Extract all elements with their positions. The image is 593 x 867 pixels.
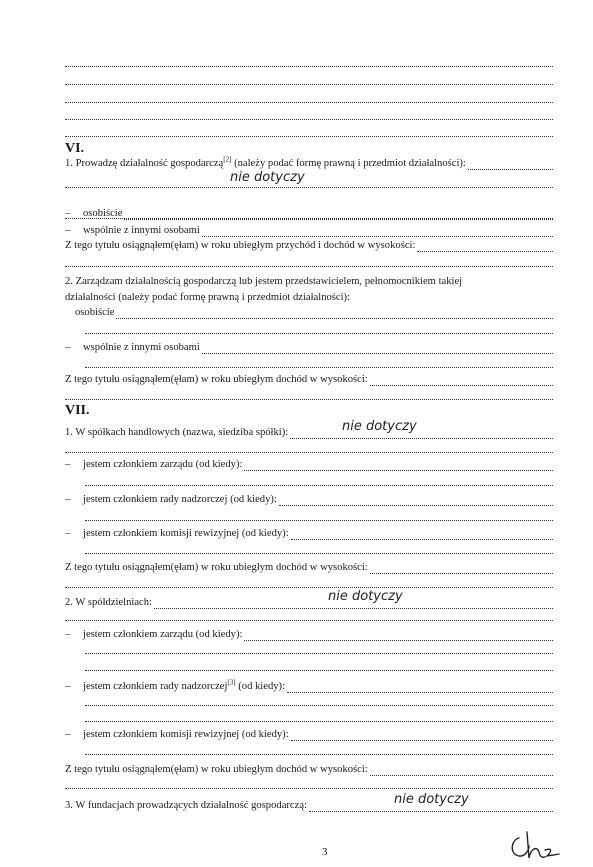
fill-line — [287, 683, 553, 693]
fill-line — [468, 160, 553, 170]
signature — [505, 828, 565, 862]
section-heading: VII. — [65, 403, 90, 418]
dash: – — [65, 528, 71, 539]
form-row — [65, 494, 553, 506]
item-label: osobiście — [75, 307, 115, 318]
dash: – — [65, 459, 71, 470]
fill-line — [202, 344, 553, 354]
form-row — [65, 629, 553, 641]
blank-line — [65, 187, 553, 188]
form-row — [65, 342, 553, 354]
form-row — [65, 597, 553, 609]
form-row — [75, 307, 553, 319]
blank-line — [85, 553, 553, 554]
blank-line — [65, 587, 553, 588]
blank-line — [65, 218, 553, 219]
fill-line — [291, 731, 553, 741]
item-label: jestem członkiem komisji rewizyjnej (od kiedy): — [83, 729, 289, 740]
footnote-marker: [2] — [223, 155, 232, 164]
blank-line — [65, 119, 553, 120]
blank-line — [85, 333, 553, 334]
item-label: 2. W spółdzielniach: — [65, 597, 152, 608]
item-label: jestem członkiem rady nadzorczej — [83, 681, 228, 692]
dash: – — [65, 681, 71, 692]
form-row — [65, 155, 553, 170]
form-row — [65, 764, 553, 776]
dash: – — [65, 225, 71, 236]
blank-line — [65, 788, 553, 789]
blank-line — [85, 705, 553, 706]
page-number: 3 — [322, 846, 328, 858]
blank-line — [65, 452, 553, 453]
income-label: Z tego tytułu osiągnąłem(ęłam) w roku ubiegłym dochód w wysokości: — [65, 562, 368, 573]
fill-line — [202, 227, 553, 237]
blank-line — [65, 620, 553, 621]
form-row — [65, 729, 553, 741]
fill-line — [291, 530, 553, 540]
income-label: Z tego tytułu osiągnąłem(ęłam) w roku ubiegłym przychód i dochód w wysokości: — [65, 240, 416, 251]
blank-line — [85, 721, 553, 722]
dash: – — [65, 629, 71, 640]
fill-line — [116, 309, 553, 319]
fill-line — [279, 496, 553, 506]
form-row — [65, 678, 553, 693]
fill-line — [417, 242, 553, 252]
fill-line — [370, 766, 553, 776]
form-row — [65, 562, 553, 574]
item-label: wspólnie z innymi osobami — [83, 225, 200, 236]
handwritten-answer: nie dotyczy — [394, 792, 469, 807]
blank-line — [65, 266, 553, 267]
form-row — [65, 225, 553, 237]
item-label: (należy podać formę prawną i przedmiot działalności): — [231, 158, 466, 169]
blank-line — [85, 754, 553, 755]
blank-line — [85, 367, 553, 368]
handwritten-answer: nie dotyczy — [230, 170, 305, 185]
form-row — [65, 800, 553, 812]
blank-line — [85, 485, 553, 486]
item-label: osobiście — [83, 208, 123, 219]
blank-line — [65, 84, 553, 85]
blank-line — [85, 653, 553, 654]
item-label: wspólnie z innymi osobami — [83, 342, 200, 353]
item-label: jestem członkiem zarządu (od kiedy): — [83, 459, 243, 470]
form-row — [65, 240, 553, 252]
blank-line — [65, 136, 553, 137]
fill-line — [370, 564, 553, 574]
footnote-marker: [3] — [227, 678, 236, 687]
blank-line — [85, 670, 553, 671]
fill-line — [370, 376, 553, 386]
income-label: Z tego tytułu osiągnąłem(ęłam) w roku ubiegłym dochód w wysokości: — [65, 764, 368, 775]
fill-line — [290, 429, 553, 439]
fill-line — [244, 631, 553, 641]
form-row — [65, 427, 553, 439]
blank-line — [65, 399, 553, 400]
item-label: działalności (należy podać formę prawną i przedmiot działalności): — [65, 292, 351, 303]
form-row — [65, 459, 553, 471]
section-heading: VI. — [65, 141, 85, 156]
item-label: jestem członkiem komisji rewizyjnej (od kiedy): — [83, 528, 289, 539]
dash: – — [65, 208, 71, 219]
dash: – — [65, 342, 71, 353]
item-label: jestem członkiem zarządu (od kiedy): — [83, 629, 243, 640]
blank-line — [65, 66, 553, 67]
item-label: 1. Prowadzę działalność gospodarczą — [65, 158, 224, 169]
fill-line — [244, 461, 553, 471]
item-label: 3. W fundacjach prowadzących działalność gospodarczą: — [65, 800, 307, 811]
dash: – — [65, 494, 71, 505]
form-row — [65, 528, 553, 540]
income-label: Z tego tytułu osiągnąłem(ęłam) w roku ubiegłym dochód w wysokości: — [65, 374, 368, 385]
dash: – — [65, 729, 71, 740]
form-row — [65, 374, 553, 386]
blank-line — [85, 520, 553, 521]
blank-line — [65, 102, 553, 103]
item-label: 1. W spółkach handlowych (nazwa, siedziba spółki): — [65, 427, 289, 438]
handwritten-answer: nie dotyczy — [342, 419, 417, 434]
item-label: jestem członkiem rady nadzorczej (od kiedy): — [83, 494, 277, 505]
handwritten-answer: nie dotyczy — [328, 589, 403, 604]
item-label: 2. Zarządzam działalnością gospodarczą lub jestem przedstawicielem, pełnomocnikiem takiej — [65, 276, 463, 287]
item-label: (od kiedy): — [235, 681, 286, 692]
